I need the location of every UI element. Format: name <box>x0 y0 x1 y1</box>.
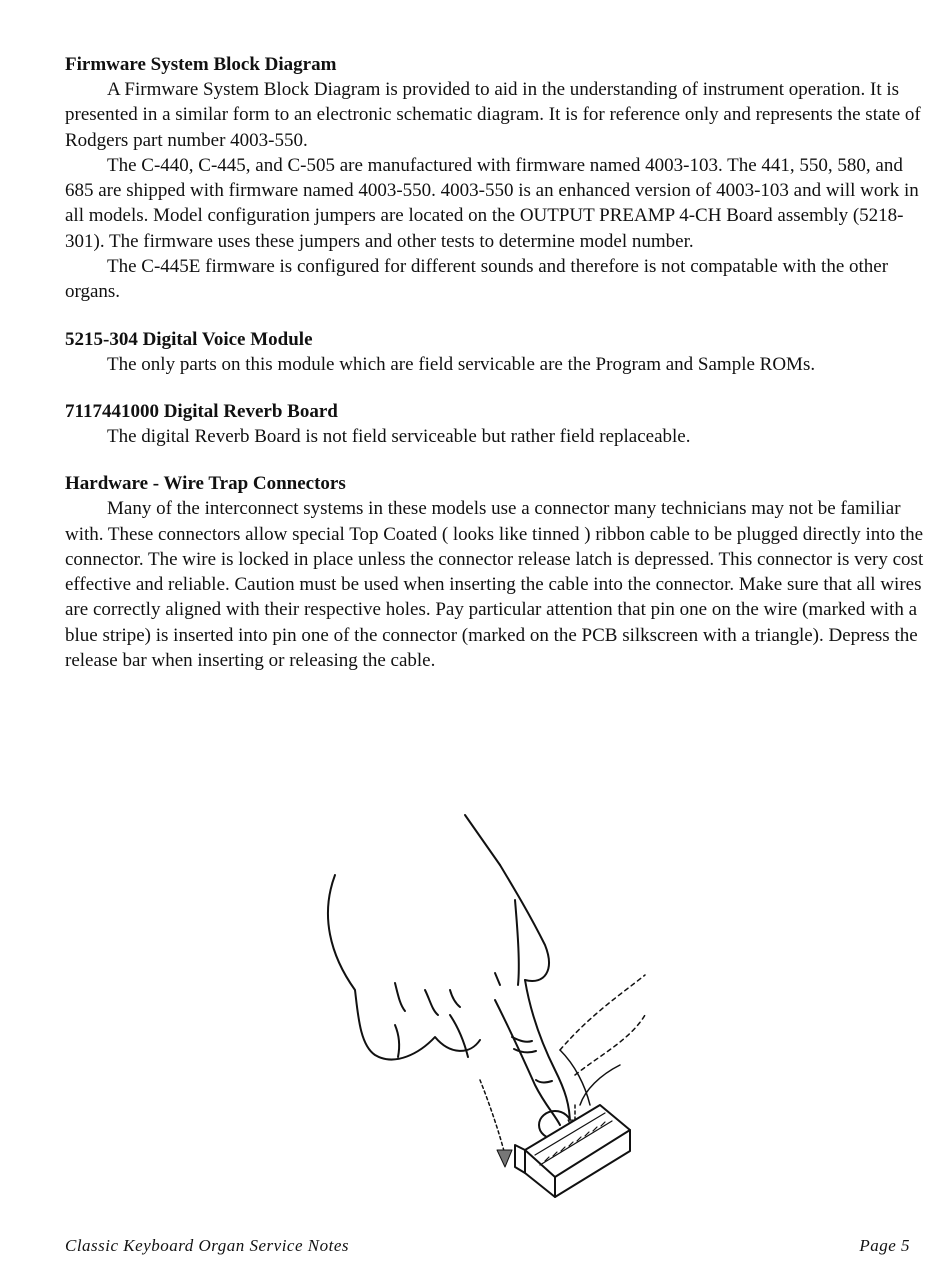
section-heading: 7117441000 Digital Reverb Board <box>65 400 338 422</box>
document-body <box>65 52 927 695</box>
hand-pressing-connector-illustration <box>300 805 700 1205</box>
footer-title: Classic Keyboard Organ Service Notes <box>65 1236 349 1255</box>
section-firmware <box>65 52 927 305</box>
section-heading: Hardware - Wire Trap Connectors <box>65 473 346 495</box>
section-heading: 5215-304 Digital Voice Module <box>65 328 313 350</box>
section-wire-trap <box>65 471 927 673</box>
section-heading: Firmware System Block Diagram <box>65 54 337 75</box>
paragraph: Many of the interconnect systems in these models use a connector many technicians may not be familiar with. These connectors allow special Top Coated ( looks like tinned ) ribbon cable to be plugged directly into the connector. The wire is locked in place unless the connector release latch is depressed. This connector is very cost effective and reliable. Caution must be used when inserting the cable into the connector. Make sure that all wires are correctly aligned with their respective holes. Pay particular attention that pin one on the wire (marked with a blue stripe) is inserted into pin one of the connector (marked on the PCB silkscreen with a triangle). Depress the release bar when inserting or releasing the cable. <box>65 498 924 672</box>
section-reverb-board <box>65 399 927 449</box>
paragraph: The C-440, C-445, and C-505 are manufactured with firmware named 4003-103. The 441, 550, 580, and 685 are shipped with firmware named 4003-550. 4003-550 is an enhanced version of 4003-103 and will work in all models. Model configuration jumpers are located on the OUTPUT PREAMP 4-CH Board assembly (5218-301). The firmware uses these jumpers and other tests to determine model number. <box>65 154 919 252</box>
paragraph: The C-445E firmware is configured for different sounds and therefore is not compatable with the other organs. <box>65 256 889 303</box>
page-number: Page 5 <box>859 1236 910 1255</box>
paragraph: The only parts on this module which are field servicable are the Program and Sample ROMs. <box>107 353 816 375</box>
paragraph: A Firmware System Block Diagram is provided to aid in the understanding of instrument operation. It is presented in a similar form to an electronic schematic diagram. It is for reference only and represents the state of Rodgers part number 4003-550. <box>65 79 921 151</box>
paragraph: The digital Reverb Board is not field serviceable but rather field replaceable. <box>107 425 691 447</box>
section-voice-module <box>65 327 927 377</box>
